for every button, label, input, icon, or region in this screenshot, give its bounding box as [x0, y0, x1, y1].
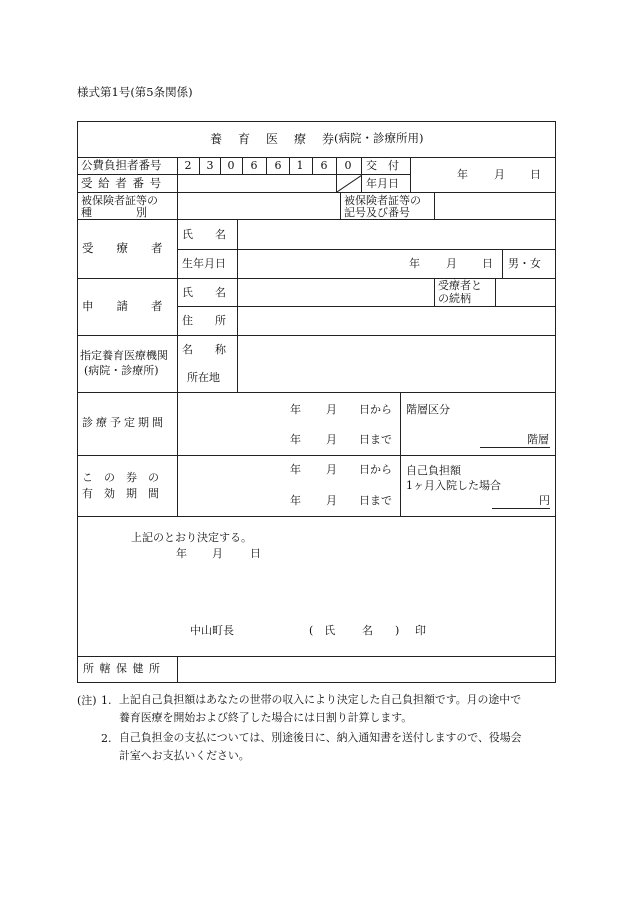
validity-to-day: 日まで [359, 494, 392, 507]
treatment-to-day: 日まで [359, 433, 392, 446]
validity-period-label: 有 効 期 間 [82, 487, 159, 500]
insured-type-label: 被保険者証等の [81, 194, 158, 207]
treatment-to-month: 月 [326, 433, 337, 446]
applicant-relation-label: 受療者と [438, 279, 482, 292]
insured-type-label: 種 別 [81, 206, 147, 219]
issue-date-day: 日 [530, 168, 541, 181]
issue-date-label: 交 付 [366, 159, 399, 172]
insured-number-label: 記号及び番号 [344, 206, 410, 219]
patient-birth-month: 月 [446, 257, 457, 270]
mayor-title: 中山町長 [190, 624, 234, 637]
copay-label: 自己負担額 [406, 464, 461, 477]
payer-digit: 0 [344, 159, 352, 172]
recipient-number-label: 受 給 者 番 号 [81, 176, 163, 190]
patient-name-label: 氏 名 [182, 228, 226, 241]
validity-from-year: 年 [290, 463, 301, 476]
validity-from-month: 月 [326, 463, 337, 476]
validity-period-label: こ の 券 の [82, 471, 159, 484]
applicant-relation-label: の続柄 [438, 292, 471, 305]
validity-to-year: 年 [290, 494, 301, 507]
note-text: 自己負担金の支払については、別途後日に、納入通知書を送付しますので、役場会 [119, 731, 522, 744]
notes-prefix: (注) [77, 694, 97, 707]
patient-sex: 男・女 [508, 257, 541, 270]
note-number: 2. [101, 732, 112, 745]
copay-label: 1ヶ月入院した場合 [406, 479, 501, 492]
payer-digit: 6 [250, 159, 258, 172]
note-text: 上記自己負担額はあなたの世帯の収入により決定した自己負担額です。月の途中で [119, 693, 522, 706]
validity-from-day: 日から [359, 463, 392, 476]
issue-date-month: 月 [494, 168, 505, 181]
applicant-address-label: 住 所 [182, 314, 226, 327]
payer-digit: 0 [227, 159, 235, 172]
floor-label: 階層区分 [406, 403, 450, 416]
payer-digit: 3 [206, 159, 214, 172]
institution-name-label: 名 称 [182, 343, 226, 356]
patient-birth-year: 年 [409, 257, 420, 270]
institution-label: (病院・診療所) [84, 364, 159, 377]
insured-number-label: 被保険者証等の [344, 194, 421, 207]
decision-month: 月 [212, 547, 223, 560]
form-subtitle: (病院・診療所用) [334, 131, 424, 145]
copay-unit: 円 [539, 494, 550, 507]
validity-to-month: 月 [326, 494, 337, 507]
payer-digit: 2 [184, 159, 192, 172]
form-number-label: 様式第1号(第5条関係) [77, 85, 193, 99]
treatment-to-year: 年 [290, 433, 301, 446]
patient-birth-label: 生年月日 [182, 257, 226, 270]
payer-digit: 6 [320, 159, 328, 172]
institution-label: 指定養育医療機関 [80, 349, 168, 362]
issue-date-year: 年 [457, 168, 468, 181]
patient-label: 受 療 者 [82, 241, 163, 255]
note-number: 1. [101, 694, 112, 707]
note-text: 養育医療を開始および終了した場合には日割り計算します。 [119, 711, 413, 724]
applicant-label: 申 請 者 [82, 299, 163, 313]
payer-digit: 6 [274, 159, 282, 172]
seal-mark: 印 [415, 624, 426, 637]
treatment-from-year: 年 [290, 403, 301, 416]
patient-birth-day: 日 [482, 257, 493, 270]
public-payer-label: 公費負担者番号 [81, 158, 162, 172]
mayor-name-open: ( 氏 [309, 624, 336, 637]
form-title: 養 育 医 療 券 [210, 132, 337, 146]
treatment-from-day: 日から [359, 403, 392, 416]
issue-date-label: 年月日 [366, 177, 399, 190]
health-center-label: 所 轄 保 健 所 [83, 662, 161, 675]
treatment-period-label: 診療予定期間 [82, 416, 166, 429]
applicant-name-label: 氏 名 [182, 286, 226, 299]
mayor-name-close: 名 ) [362, 624, 400, 637]
decision-text: 上記のとおり決定する。 [131, 531, 252, 544]
decision-day: 日 [250, 547, 261, 560]
floor-unit: 階層 [527, 433, 549, 446]
treatment-from-month: 月 [326, 403, 337, 416]
note-text: 計室へお支払いください。 [119, 749, 250, 762]
decision-year: 年 [176, 547, 187, 560]
payer-digit: 1 [296, 159, 304, 172]
institution-location-label: 所在地 [187, 371, 220, 384]
